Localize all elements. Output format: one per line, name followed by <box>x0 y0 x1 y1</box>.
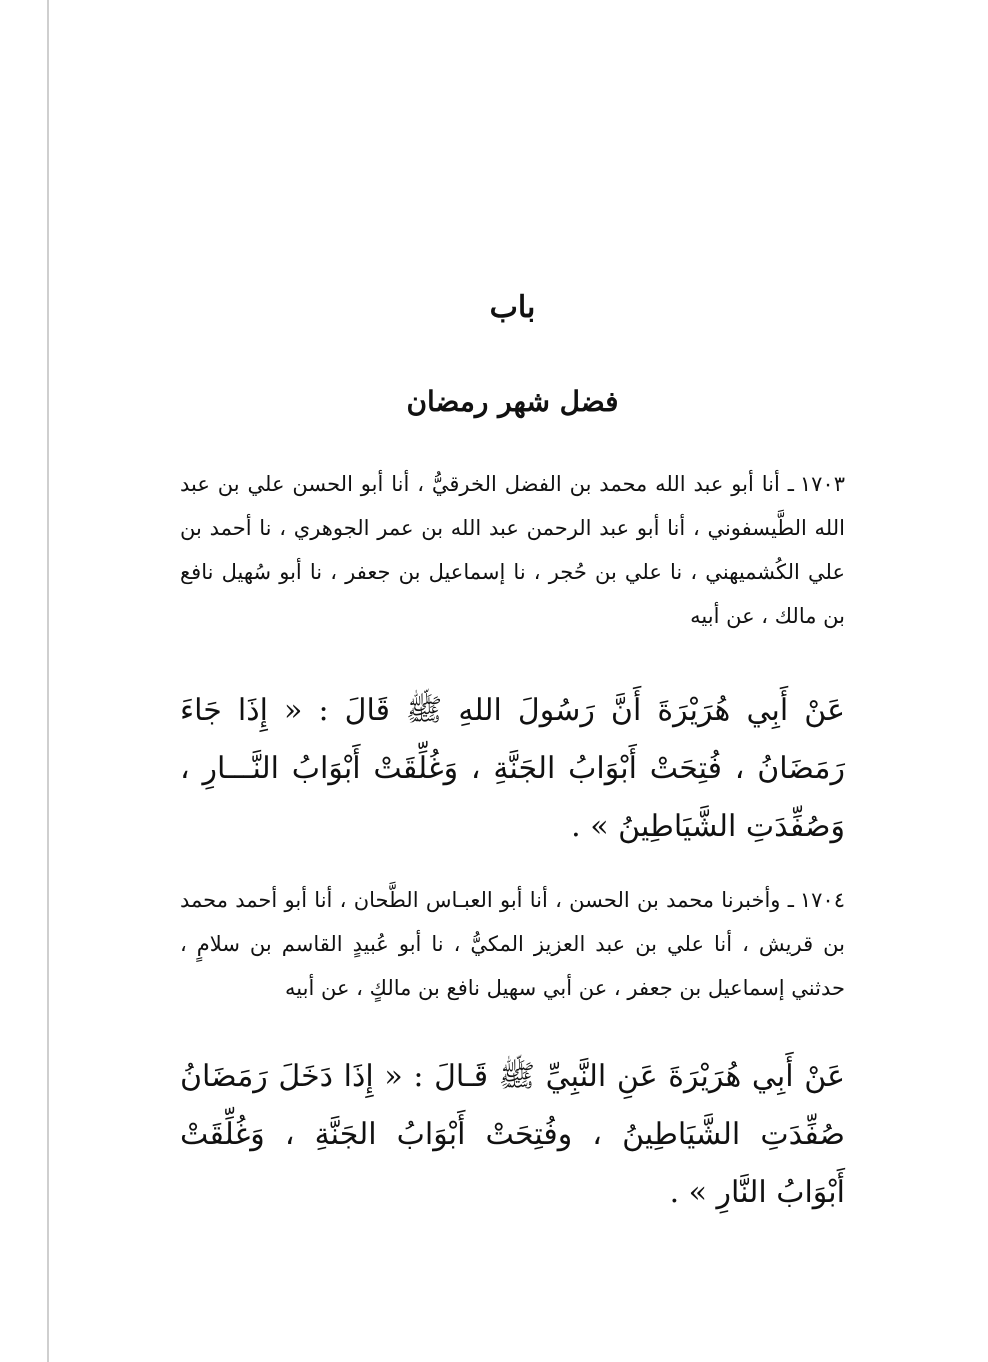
hadith-text-1703: عَنْ أَبِي هُرَيْرَةَ أَنَّ رَسُولَ اللهِ ﷺ قَالَ : « إِذَا جَاءَ رَمَضَانُ ، فُتِحَتْ أَبْوَابُ الجَنَّةِ ، وَغُلِّقَتْ أَبْوَابُ النَّـــارِ ، وَصُفِّدَتِ الشَّيَاطِينُ » . <box>180 693 845 844</box>
hadith-text-1704: عَنْ أَبِي هُرَيْرَةَ عَنِ النَّبِيِّ ﷺ قَـالَ : « إِذَا دَخَلَ رَمَضَانُ صُفِّدَتِ الشَّيَاطِينُ ، وفُتِحَتْ أَبْوَابُ الجَنَّةِ ، وَغُلِّقَتْ أَبْوَابُ النَّارِ » . <box>180 1059 845 1210</box>
isnad-paragraph-1703 <box>180 462 845 638</box>
isnad-text: ـ أنا أبو عبد الله محمد بن الفضل الخرقيُّ ، أنا أبو الحسن علي بن عبد الله الطَّيسفوني ، أنا أبو عبد الرحمن عبد الله بن عمر الجوهري ، نا أحمد بن علي الكُشميهني ، نا علي بن حُجر ، نا إسماعيل بن جعفر ، نا أبو سُهيل نافع بن مالك ، عن أبيه <box>180 472 845 628</box>
isnad-text: ـ وأخبرنا محمد بن الحسن ، أنا أبو العبـاس الطَّحان ، أنا أبو أحمد محمد بن قريش ، أنا علي بن عبد العزيز المكيُّ ، نا أبو عُبيدٍ القاسم بن سلامٍ ، حدثني إسماعيل بن جعفر ، عن أبي سهيل نافع بن مالكٍ ، عن أبيه <box>180 888 845 1000</box>
hadith-number: ١٧٠٤ <box>799 888 845 912</box>
chapter-title: فضل شهر رمضان <box>406 385 619 418</box>
chapter-label: باب <box>489 290 536 325</box>
page-edge-line <box>47 0 49 1362</box>
hadith-number: ١٧٠٣ <box>799 472 845 496</box>
isnad-paragraph-1704 <box>180 878 845 1010</box>
